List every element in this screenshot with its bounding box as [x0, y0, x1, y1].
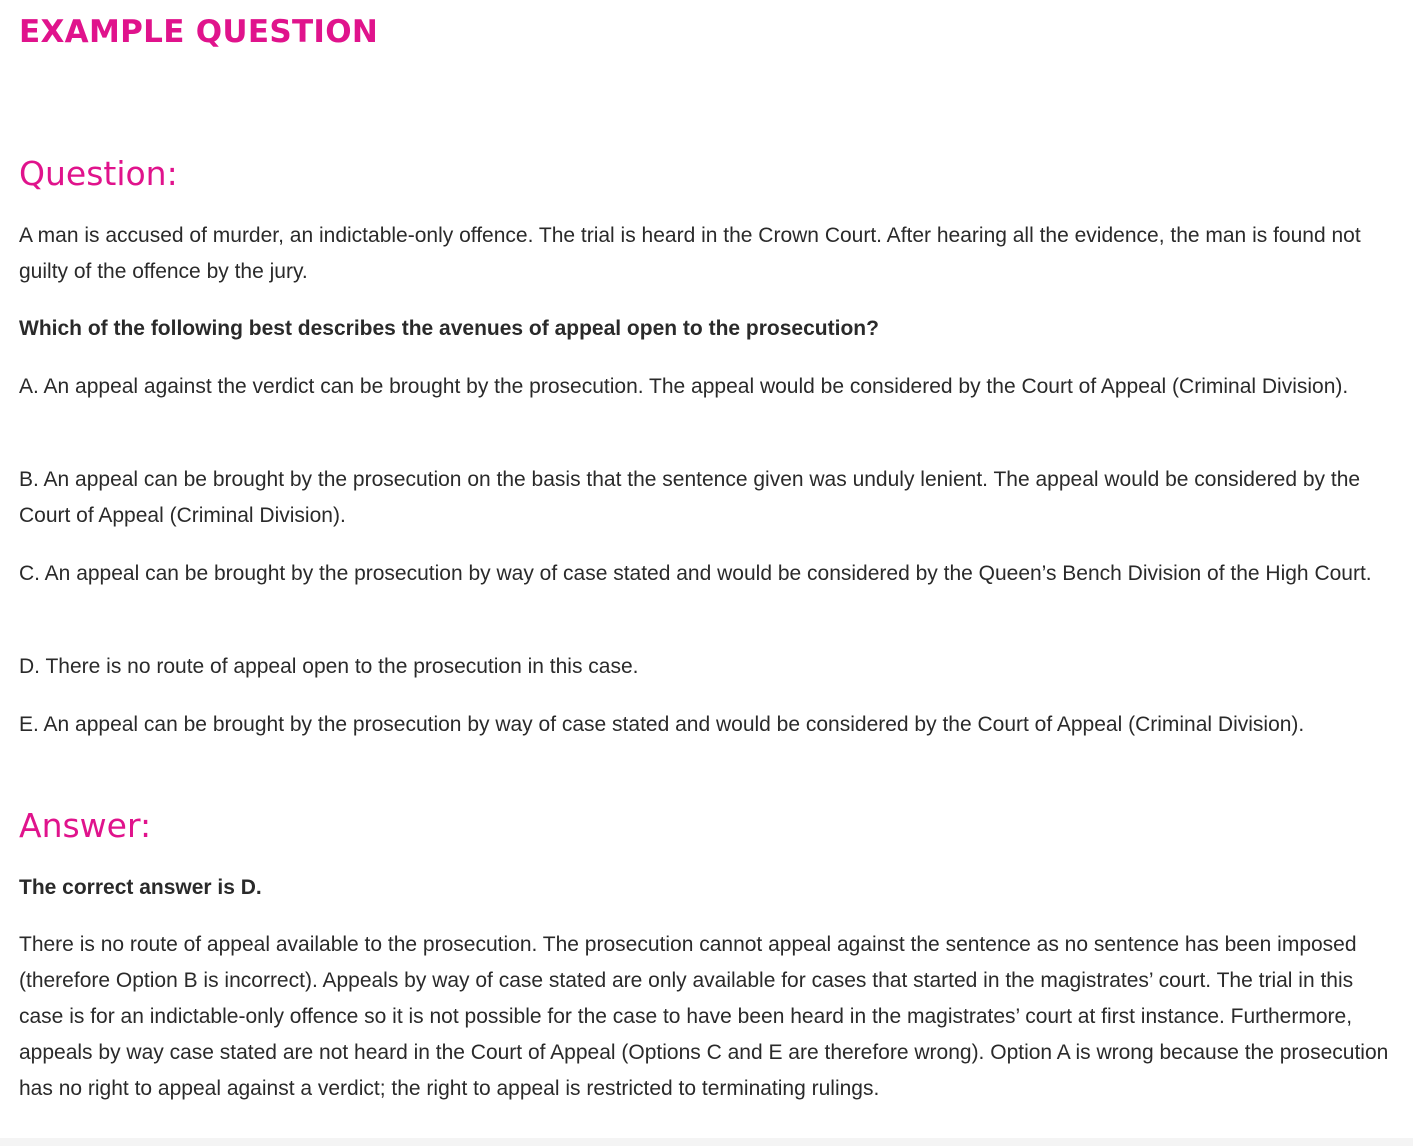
option-b: B. An appeal can be brought by the prosecution on the basis that the sentence given was unduly lenient. The appeal would be considered by the Court of Appeal (Criminal Division). — [19, 468, 1361, 527]
answer-heading: Answer: — [19, 806, 152, 845]
correct-answer: The correct answer is D. — [19, 876, 262, 899]
option-d: D. There is no route of appeal open to the prosecution in this case. — [19, 655, 639, 678]
question-heading: Question: — [19, 154, 178, 193]
page-title: EXAMPLE QUESTION — [19, 14, 379, 50]
option-c: C. An appeal can be brought by the prosecution by way of case stated and would be considered by the Queen’s Bench Division of the High Court. — [19, 562, 1372, 585]
question-prompt: Which of the following best describes the avenues of appeal open to the prosecution? — [19, 317, 879, 340]
option-e: E. An appeal can be brought by the prosecution by way of case stated and would be considered by the Court of Appeal (Criminal Division). — [19, 713, 1305, 736]
bottom-edge — [0, 1138, 1413, 1146]
question-text: A man is accused of murder, an indictable-only offence. The trial is heard in the Crown Court. After hearing all the evidence, the man is found not guilty of the offence by the jury. — [19, 224, 1361, 283]
option-a: A. An appeal against the verdict can be brought by the prosecution. The appeal would be considered by the Court of Appeal (Criminal Division). — [19, 375, 1349, 398]
answer-explanation: There is no route of appeal available to the prosecution. The prosecution cannot appeal against the sentence as no sentence has been imposed (therefore Option B is incorrect). Appeals by way of case stated are only available for cases that started in the magistrates’ court. The trial in this case is for an indictable-only offence so it is not possible for the case to have been heard in the magistrates’ court at first instance. Furthermore, appeals by way case stated are not heard in the Court of Appeal (Options C and E are therefore wrong). Option A is wrong because the prosecution has no right to appeal against a verdict; the right to appeal is restricted to terminating rulings. — [19, 933, 1389, 1100]
